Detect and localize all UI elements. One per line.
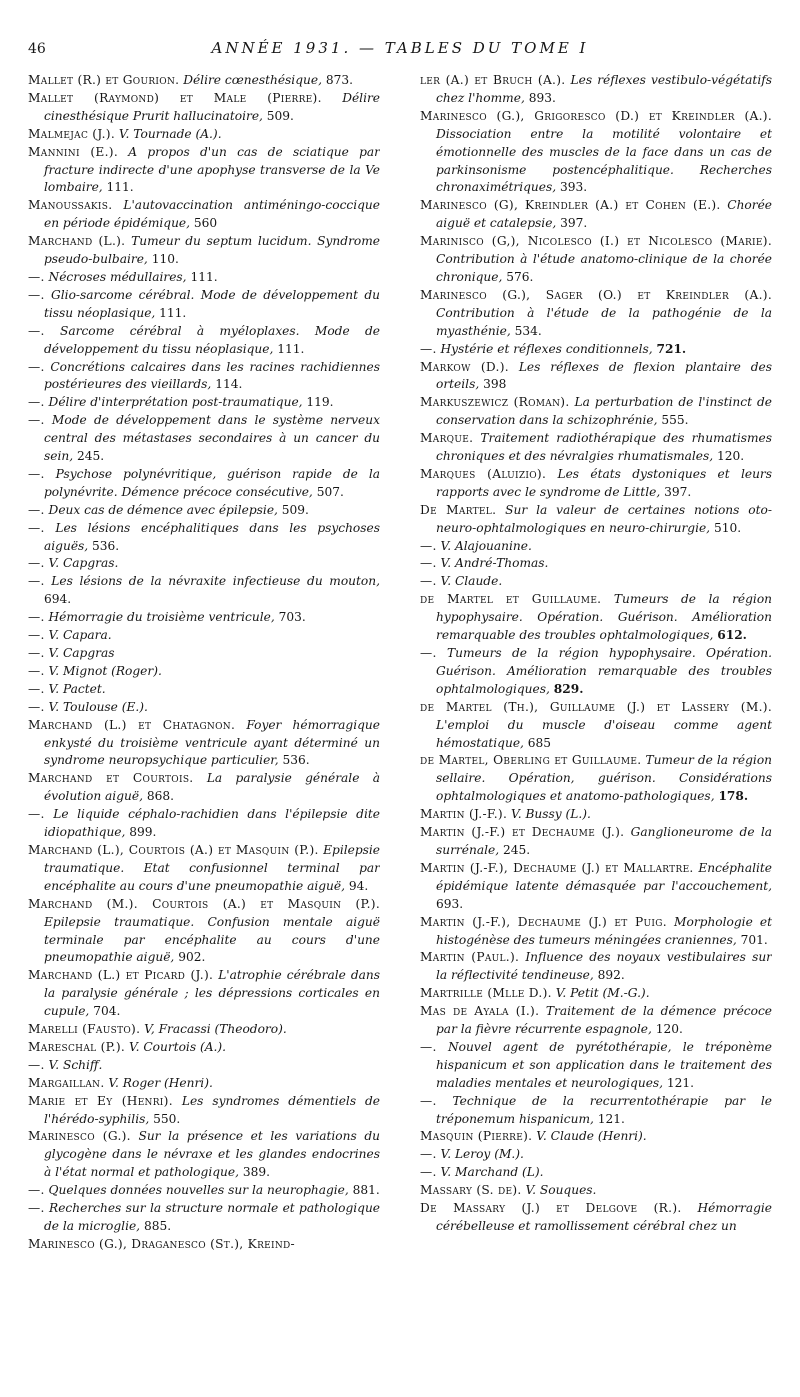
entry-author: —. bbox=[420, 1165, 437, 1180]
entry-page-ref: 245. bbox=[76, 449, 105, 464]
index-entry bbox=[420, 591, 772, 645]
entry-title: A propos d'un cas de sciatique par fracture indirecte d'une apophyse transverse de la Ve lombaire, bbox=[44, 144, 380, 195]
entry-author: Masquin (Pierre). bbox=[420, 1129, 533, 1144]
entry-author: —. bbox=[420, 646, 437, 660]
index-entry bbox=[28, 967, 380, 1021]
entry-title: Concrétions calcaires dans les racines rachidiennes postérieures des vieillards, bbox=[44, 359, 380, 392]
entry-page-ref: 555. bbox=[661, 413, 689, 428]
entry-author: —. bbox=[420, 1039, 437, 1054]
entry-title: V. Roger (Henri). bbox=[108, 1075, 213, 1090]
index-entry bbox=[28, 1182, 380, 1200]
index-entry bbox=[420, 752, 772, 806]
entry-author: Margaillan. bbox=[28, 1075, 105, 1090]
entry-page-ref: 560 bbox=[193, 216, 218, 231]
index-entry bbox=[420, 1039, 772, 1093]
page-header bbox=[0, 0, 800, 70]
index-entry bbox=[420, 914, 772, 950]
index-entry bbox=[28, 144, 380, 198]
entry-page-ref: 685 bbox=[527, 735, 552, 750]
index-entry bbox=[420, 1093, 772, 1129]
entry-page-ref: 721. bbox=[656, 341, 687, 356]
index-entry bbox=[420, 699, 772, 753]
entry-page-ref: 701. bbox=[740, 932, 768, 947]
entry-author: —. bbox=[28, 1057, 45, 1072]
entry-title: Les états dystoniques et leurs rapports avec le syndrome de Little, bbox=[436, 466, 772, 499]
entry-page-ref: 120. bbox=[717, 449, 745, 464]
entry-author: —. bbox=[28, 628, 45, 643]
entry-title: V, Fracassi (Theodoro). bbox=[144, 1022, 287, 1037]
entry-title: Tumeur du septum lucidum. Syndrome pseudo-bulbaire, bbox=[44, 234, 380, 267]
entry-page-ref: 902. bbox=[178, 950, 206, 965]
entry-page-ref: 121. bbox=[666, 1075, 695, 1090]
entry-title: Hystérie et réflexes conditionnels, bbox=[440, 341, 653, 356]
entry-title: Tumeurs de la région hypophysaire. Opération. Guérison. Amélioration remarquable des troubles ophtalmologiques, bbox=[436, 592, 772, 643]
right-column bbox=[420, 72, 772, 1384]
index-entry bbox=[28, 412, 380, 466]
index-entry bbox=[420, 806, 772, 824]
entry-page-ref: 534. bbox=[514, 323, 542, 338]
entry-author: De Martel. bbox=[420, 502, 497, 517]
entry-title: Mode de développement dans le système nerveux central des métastases secondaires à un cancer du sein, bbox=[44, 413, 380, 464]
index-entry bbox=[28, 233, 380, 269]
entry-page-ref: 868. bbox=[146, 789, 174, 804]
entry-author: —. bbox=[420, 1093, 437, 1108]
entry-title: Hémorragie du troisième ventricule, bbox=[48, 610, 275, 625]
index-columns bbox=[28, 72, 772, 1384]
entry-page-ref: 612. bbox=[717, 628, 747, 643]
index-entry bbox=[28, 359, 380, 395]
entry-author: ler (A.) et Bruch (A.). bbox=[420, 73, 566, 87]
index-entry bbox=[28, 627, 380, 645]
entry-author: —. bbox=[28, 395, 45, 410]
index-entry bbox=[28, 717, 380, 771]
entry-author: —. bbox=[28, 556, 45, 571]
entry-title: Traitement radiothérapique des rhumatismes chroniques et des névralgies rhumatismales, bbox=[436, 431, 772, 464]
index-entry bbox=[28, 1057, 380, 1075]
index-entry bbox=[28, 699, 380, 717]
index-entry bbox=[28, 1075, 380, 1093]
entry-title: Tumeur de la région sellaire. Opération, guérison. Considérations ophtalmologiques et anatomo-pathologiques, bbox=[436, 753, 772, 804]
entry-author: —. bbox=[28, 413, 45, 428]
entry-title: Nécroses médullaires, bbox=[48, 269, 187, 284]
running-title: ANNÉE 1931. — TABLES DU TOME I bbox=[211, 39, 589, 57]
entry-title: Délire d'interprétation post-traumatique, bbox=[48, 395, 303, 410]
entry-author: Mas de Ayala (I.). bbox=[420, 1004, 540, 1019]
entry-author: Markuszewicz (Roman). bbox=[420, 395, 570, 410]
index-entry bbox=[420, 1146, 772, 1164]
entry-title: Contribution à l'étude anatomo-clinique de la chorée chronique, bbox=[436, 252, 772, 284]
entry-author: —. bbox=[420, 538, 437, 553]
entry-title: Traitement de la démence précoce par la fièvre récurrente espagnole, bbox=[436, 1004, 772, 1037]
index-entry bbox=[420, 573, 772, 591]
entry-page-ref: 110. bbox=[151, 252, 179, 267]
index-entry bbox=[420, 860, 772, 914]
index-entry bbox=[420, 287, 772, 341]
entry-page-ref: 899. bbox=[129, 825, 157, 840]
entry-title: Contribution à l'étude de la pathogénie de la myasthénie, bbox=[436, 305, 772, 338]
index-entry bbox=[28, 1039, 380, 1057]
entry-author: —. bbox=[28, 1201, 45, 1216]
entry-title: Sur la présence et les variations du glycogène dans le névraxe et les glandes endocrines à l'état normal et pathologique, bbox=[44, 1129, 380, 1180]
index-entry bbox=[28, 645, 380, 663]
entry-title: V. Tournade (A.). bbox=[118, 126, 222, 141]
entry-author: Martin (J.-F.), Dechaume (J.) et Mallartre. bbox=[420, 860, 694, 875]
entry-page-ref: 393. bbox=[559, 180, 588, 195]
index-entry bbox=[28, 72, 380, 90]
entry-title: La perturbation de l'instinct de conservation dans la schizophrénie, bbox=[436, 395, 772, 428]
entry-author: —. bbox=[28, 502, 45, 517]
entry-page-ref: 892. bbox=[597, 968, 625, 983]
entry-title: V. Souques. bbox=[525, 1183, 597, 1198]
entry-title: Quelques données nouvelles sur la neurophagie, bbox=[48, 1183, 349, 1198]
entry-title: Tumeurs de la région hypophysaire. Opération. Guérison. Amélioration remarquable des troubles ophtalmologiques, bbox=[436, 646, 772, 696]
entry-author: Marinesco (G.), Draganesco (St.), Kreind- bbox=[28, 1236, 295, 1251]
index-entry bbox=[420, 824, 772, 860]
entry-page-ref: 693. bbox=[436, 896, 464, 911]
entry-title: La paralysie générale à évolution aiguë, bbox=[44, 771, 380, 804]
entry-title: V. Claude (Henri). bbox=[536, 1129, 647, 1144]
entry-title: Encéphalite épidémique latente démasquée par l'accouchement, bbox=[436, 860, 772, 893]
entry-author: Martin (J.-F.) et Dechaume (J.). bbox=[420, 825, 625, 840]
entry-title: V. Pactet. bbox=[48, 681, 106, 696]
entry-title: Morphologie et histogénèse des tumeurs méningées craniennes, bbox=[436, 914, 772, 947]
index-entry bbox=[28, 502, 380, 520]
entry-page-ref: 536. bbox=[92, 538, 120, 553]
entry-title: V. Courtois (A.). bbox=[128, 1039, 227, 1054]
entry-title: V. Bussy (L.). bbox=[511, 807, 591, 822]
entry-title: L'emploi du muscle d'oiseau comme agent hémostatique, bbox=[436, 717, 772, 750]
entry-author: De Massary (J.) et Delgove (R.). bbox=[420, 1201, 682, 1216]
entry-page-ref: 885. bbox=[143, 1219, 172, 1233]
index-entry bbox=[28, 555, 380, 573]
entry-author: Martrille (Mlle D.). bbox=[420, 986, 552, 1001]
entry-page-ref: 536. bbox=[282, 753, 310, 768]
index-entry bbox=[28, 197, 380, 233]
entry-title: V. Schiff. bbox=[48, 1057, 103, 1072]
entry-author: Marinesco (G), Kreindler (A.) et Cohen (E.). bbox=[420, 198, 721, 213]
entry-title: V. Alajouanine. bbox=[440, 538, 532, 553]
entry-title: Technique de la recurrentothérapie par le tréponemum hispanicum, bbox=[436, 1093, 772, 1126]
index-entry bbox=[420, 1128, 772, 1146]
index-entry bbox=[28, 394, 380, 412]
index-entry bbox=[420, 555, 772, 573]
entry-author: Marchand (L.) et Chatagnon. bbox=[28, 717, 236, 732]
entry-title: Epilepsie traumatique. Confusion mentale aiguë terminale par encéphalite au cours d'une pneumopathie aiguë, bbox=[44, 914, 380, 965]
entry-author: Mareschal (P.). bbox=[28, 1039, 126, 1054]
entry-author: Marelli (Fausto). bbox=[28, 1022, 141, 1037]
entry-page-ref: 873. bbox=[325, 73, 353, 87]
index-entry bbox=[420, 359, 772, 395]
entry-author: Marchand et Courtois. bbox=[28, 771, 194, 786]
entry-author: Manoussakis. bbox=[28, 198, 113, 213]
index-entry bbox=[28, 466, 380, 502]
entry-author: Marie et Ey (Henri). bbox=[28, 1093, 173, 1108]
entry-author: —. bbox=[28, 359, 45, 374]
entry-author: Marinesco (G.), Sager (O.) et Kreindler (A.). bbox=[420, 287, 772, 302]
index-entry bbox=[28, 1236, 380, 1254]
entry-title: Délire cinesthésique Prurit hallucinatoire, bbox=[44, 90, 380, 123]
index-entry bbox=[420, 394, 772, 430]
entry-title: Les syndromes démentiels de l'hérédo-syphilis, bbox=[44, 1093, 380, 1126]
entry-page-ref: 389. bbox=[242, 1165, 270, 1180]
entry-author: Marchand (L.). bbox=[28, 234, 126, 249]
entry-author: Mallet (Raymond) et Male (Pierre). bbox=[28, 90, 322, 105]
entry-page-ref: 120. bbox=[655, 1022, 683, 1037]
entry-page-ref: 694. bbox=[44, 592, 72, 607]
index-entry bbox=[28, 806, 380, 842]
entry-page-ref: 704. bbox=[93, 1004, 121, 1019]
index-entry bbox=[420, 1164, 772, 1182]
entry-page-ref: 509. bbox=[281, 502, 309, 517]
index-entry bbox=[420, 466, 772, 502]
index-entry bbox=[420, 538, 772, 556]
index-entry bbox=[28, 1128, 380, 1182]
entry-title: Délire cœnesthésique, bbox=[183, 73, 322, 87]
entry-page-ref: 111. bbox=[277, 341, 305, 356]
index-entry bbox=[28, 842, 380, 896]
entry-author: —. bbox=[420, 341, 437, 356]
index-entry bbox=[420, 645, 772, 699]
entry-author: —. bbox=[28, 520, 45, 535]
entry-page-ref: 111. bbox=[190, 269, 218, 284]
index-entry bbox=[28, 663, 380, 681]
entry-title: V. Capara. bbox=[48, 628, 112, 643]
entry-page-ref: 397. bbox=[560, 216, 588, 231]
entry-author: de Martel, Oberling et Guillaume. bbox=[420, 753, 642, 768]
index-entry bbox=[420, 1003, 772, 1039]
index-entry bbox=[420, 949, 772, 985]
entry-author: Malmejac (J.). bbox=[28, 126, 116, 141]
entry-title: Epilepsie traumatique. Etat confusionnel terminal par encéphalite au cours d'une pneumopathie aiguë, bbox=[44, 842, 380, 893]
entry-title: Le liquide céphalo-rachidien dans l'épilepsie dite idiopathique, bbox=[44, 807, 380, 840]
index-entry bbox=[28, 770, 380, 806]
entry-author: —. bbox=[28, 287, 45, 302]
entry-author: —. bbox=[420, 574, 437, 589]
entry-author: Martin (Paul.). bbox=[420, 950, 520, 965]
entry-author: —. bbox=[420, 556, 437, 571]
entry-page-ref: 114. bbox=[215, 377, 243, 392]
index-entry bbox=[420, 197, 772, 233]
index-entry bbox=[28, 323, 380, 359]
index-entry bbox=[28, 287, 380, 323]
entry-title: Influence des noyaux vestibulaires sur la réflectivité tendineuse, bbox=[436, 950, 772, 983]
index-entry bbox=[420, 1200, 772, 1236]
entry-title: V. Capgras bbox=[48, 646, 115, 660]
entry-author: —. bbox=[28, 699, 45, 714]
entry-page-ref: 397. bbox=[664, 484, 692, 499]
entry-page-ref: 509. bbox=[266, 108, 294, 123]
index-entry bbox=[420, 430, 772, 466]
entry-page-ref: 507. bbox=[316, 484, 344, 499]
entry-title: V. Capgras. bbox=[48, 556, 119, 571]
entry-author: Markow (D.). bbox=[420, 359, 509, 374]
index-entry bbox=[420, 233, 772, 287]
entry-title: Foyer hémorragique enkysté du troisième ventricule ayant déterminé un syndrome neuropsychique particulier, bbox=[44, 717, 380, 768]
index-entry bbox=[28, 520, 380, 556]
index-entry bbox=[420, 72, 772, 108]
entry-page-ref: 398 bbox=[483, 377, 507, 392]
entry-page-ref: 94. bbox=[348, 878, 369, 893]
entry-page-ref: 510. bbox=[713, 520, 742, 535]
entry-author: Massary (S. de). bbox=[420, 1183, 522, 1198]
entry-author: —. bbox=[420, 1147, 437, 1162]
entry-page-ref: 703. bbox=[278, 610, 306, 625]
entry-page-ref: 111. bbox=[159, 305, 187, 320]
entry-title: Chorée aiguë et catalepsie, bbox=[436, 198, 772, 231]
entry-author: —. bbox=[28, 807, 45, 822]
entry-page-ref: 121. bbox=[597, 1111, 625, 1126]
index-entry bbox=[28, 681, 380, 699]
entry-author: —. bbox=[28, 466, 45, 481]
entry-author: —. bbox=[28, 574, 45, 589]
entry-author: de Martel (Th.), Guillaume (J.) et Lassery (M.). bbox=[420, 699, 772, 714]
index-entry bbox=[420, 502, 772, 538]
entry-title: V. Marchand (L). bbox=[440, 1165, 544, 1180]
entry-title: Psychose polynévritique, guérison rapide de la polynévrite. Démence précoce consécutive, bbox=[44, 466, 380, 499]
entry-author: Marchand (L.) et Picard (J.). bbox=[28, 968, 214, 983]
entry-title: V. Mignot (Roger). bbox=[48, 663, 162, 678]
index-entry bbox=[28, 90, 380, 126]
entry-author: Marques (Aluizio). bbox=[420, 466, 547, 481]
entry-author: Marinesco (G.). bbox=[28, 1129, 131, 1144]
page-number: 46 bbox=[28, 41, 46, 57]
entry-author: —. bbox=[28, 681, 45, 696]
entry-author: —. bbox=[28, 610, 45, 625]
entry-page-ref: 245. bbox=[502, 842, 531, 857]
entry-author: Marinesco (G.), Grigoresco (D.) et Kreindler (A.). bbox=[420, 108, 772, 123]
entry-author: Marque. bbox=[420, 431, 474, 446]
entry-author: —. bbox=[28, 269, 45, 284]
entry-page-ref: 576. bbox=[506, 269, 534, 284]
entry-author: Martin (J.-F.). bbox=[420, 807, 508, 822]
entry-author: Marchand (M.). Courtois (A.) et Masquin (P.). bbox=[28, 896, 380, 911]
entry-page-ref: 893. bbox=[528, 90, 556, 105]
entry-author: —. bbox=[28, 1183, 45, 1198]
entry-title: L'autovaccination antiméningo-coccique en période épidémique, bbox=[44, 198, 380, 231]
entry-title: Sarcome cérébral à myéloplaxes. Mode de développement du tissu néoplasique, bbox=[44, 323, 380, 356]
entry-title: Les réflexes de flexion plantaire des orteils, bbox=[436, 359, 772, 392]
entry-title: V. Toulouse (E.). bbox=[48, 699, 148, 714]
index-entry bbox=[28, 1021, 380, 1039]
entry-page-ref: 829. bbox=[553, 681, 584, 696]
entry-author: Marinisco (G,), Nicolesco (I.) et Nicolesco (Marie). bbox=[420, 234, 772, 249]
entry-title: Les lésions encéphalitiques dans les psychoses aiguës, bbox=[44, 520, 380, 553]
entry-title: Les lésions de la névraxite infectieuse du mouton, bbox=[51, 574, 380, 589]
index-entry bbox=[28, 609, 380, 627]
entry-title: Hémorragie cérébelleuse et ramollissement cérébral chez un bbox=[436, 1201, 772, 1233]
entry-title: Deux cas de démence avec épilepsie, bbox=[48, 502, 278, 517]
entry-author: —. bbox=[28, 663, 45, 678]
left-column bbox=[28, 72, 380, 1384]
entry-title: V. André-Thomas. bbox=[440, 556, 549, 571]
entry-author: Mannini (E.). bbox=[28, 144, 119, 159]
index-entry bbox=[28, 269, 380, 287]
entry-page-ref: 178. bbox=[718, 789, 749, 804]
entry-author: —. bbox=[28, 323, 45, 338]
entry-title: V. Leroy (M.). bbox=[440, 1147, 524, 1162]
entry-page-ref: 550. bbox=[153, 1111, 181, 1126]
entry-author: de Martel et Guillaume. bbox=[420, 592, 602, 607]
entry-author: Martin (J.-F.), Dechaume (J.) et Puig. bbox=[420, 914, 667, 929]
index-entry bbox=[420, 341, 772, 359]
index-entry bbox=[420, 1182, 772, 1200]
entry-title: Nouvel agent de pyrétothérapie, le tréponème hispanicum et son application dans le traitement des maladies mentales et neurologiques, bbox=[436, 1039, 772, 1090]
entry-author: Marchand (L.), Courtois (A.) et Masquin (P.). bbox=[28, 842, 319, 857]
entry-page-ref: 119. bbox=[306, 395, 334, 410]
entry-title: L'atrophie cérébrale dans la paralysie générale ; les dépressions corticales en cupule, bbox=[44, 968, 380, 1019]
entry-title: Sur la valeur de certaines notions oto-neuro-ophtalmologiques en neuro-chirurgie, bbox=[436, 502, 772, 535]
entry-title: V. Petit (M.-G.). bbox=[555, 986, 650, 1001]
index-entry bbox=[28, 1200, 380, 1236]
entry-title: V. Claude. bbox=[440, 574, 503, 589]
index-entry bbox=[28, 126, 380, 144]
entry-title: Les réflexes vestibulo-végétatifs chez l'homme, bbox=[436, 73, 772, 105]
entry-title: Dissociation entre la motilité volontaire et émotionnelle des muscles de la face dans un cas de parkinsonisme postencéphalitique. Recherches chronaximétriques, bbox=[436, 126, 772, 195]
index-entry bbox=[28, 1093, 380, 1129]
entry-title: Recherches sur la structure normale et pathologique de la microglie, bbox=[44, 1201, 380, 1233]
index-entry bbox=[420, 108, 772, 198]
entry-author: Mallet (R.) et Gourion. bbox=[28, 73, 180, 87]
entry-author: —. bbox=[28, 646, 45, 660]
entry-page-ref: 881. bbox=[352, 1183, 380, 1198]
index-entry bbox=[28, 573, 380, 609]
index-entry bbox=[28, 896, 380, 968]
entry-title: Ganglioneurome de la surrénale, bbox=[436, 825, 772, 857]
entry-page-ref: 111. bbox=[106, 180, 134, 195]
entry-title: Glio-sarcome cérébral. Mode de développement du tissu néoplasique, bbox=[44, 287, 380, 320]
index-entry bbox=[420, 985, 772, 1003]
